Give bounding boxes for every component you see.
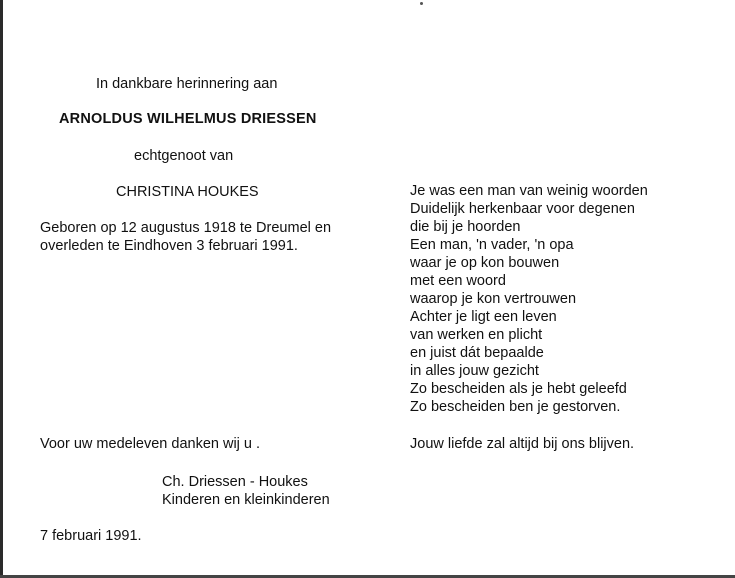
poem-line: Duidelijk herkenbaar voor degenen bbox=[410, 201, 635, 217]
poem-line: Zo bescheiden als je hebt geleefd bbox=[410, 381, 627, 397]
card-date: 7 februari 1991. bbox=[40, 528, 142, 544]
deceased-name: ARNOLDUS WILHELMUS DRIESSEN bbox=[59, 111, 317, 127]
poem-line: Je was een man van weinig woorden bbox=[410, 183, 648, 199]
poem-closing: Jouw liefde zal altijd bij ons blijven. bbox=[410, 436, 635, 452]
poem-line: Zo bescheiden ben je gestorven. bbox=[410, 399, 621, 415]
birth-line: Geboren op 12 augustus 1918 te Dreumel en bbox=[40, 220, 332, 236]
signature-family: Ch. Driessen - Houkes bbox=[162, 474, 308, 490]
spouse-name: CHRISTINA HOUKES bbox=[116, 184, 259, 200]
poem-line: van werken en plicht bbox=[410, 327, 543, 343]
poem-line: waarop je kon vertrouwen bbox=[410, 291, 577, 307]
poem-line: in alles jouw gezicht bbox=[410, 363, 539, 379]
poem-line: die bij je hoorden bbox=[410, 219, 521, 235]
thanks-text: Voor uw medeleven danken wij u . bbox=[40, 436, 261, 452]
intro-text: In dankbare herinnering aan bbox=[96, 76, 278, 92]
scan-speck bbox=[420, 2, 423, 5]
relation-text: echtgenoot van bbox=[134, 148, 234, 164]
poem-line: Een man, 'n vader, 'n opa bbox=[410, 237, 574, 253]
death-line: overleden te Eindhoven 3 februari 1991. bbox=[40, 238, 298, 254]
poem-line: waar je op kon bouwen bbox=[410, 255, 560, 271]
poem-line: met een woord bbox=[410, 273, 506, 289]
poem bbox=[410, 182, 648, 416]
poem-line: en juist dát bepaalde bbox=[410, 345, 544, 361]
poem-line: Achter je ligt een leven bbox=[410, 309, 557, 325]
card-left-edge bbox=[0, 0, 3, 578]
signature-children: Kinderen en kleinkinderen bbox=[162, 492, 330, 508]
